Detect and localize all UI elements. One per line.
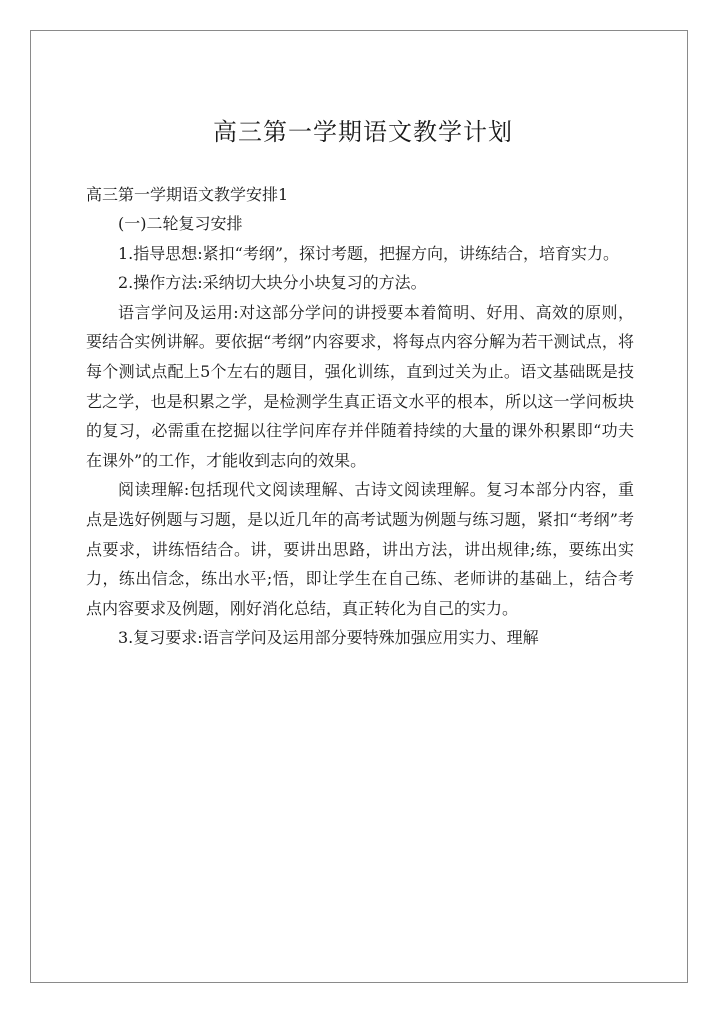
paragraph-reading-comprehension: 阅读理解:包括现代文阅读理解、古诗文阅读理解。复习本部分内容，重点是选好例题与习题，是以近几年的高考试题为例题与练习题，紧扣“考纲”考点要求，讲练悟结合。讲，要讲出思路，讲出方法，讲出规律;练，要练出实力，练出信念，练出水平;悟，即让学生在自己练、老师讲的基础上，结合考点内容要求及例题，刚好消化总结，真正转化为自己的实力。: [86, 480, 634, 618]
document-body: [86, 112, 634, 653]
paragraph-operation-method: 2.操作方法:采纳切大块分小块复习的方法。: [118, 273, 427, 293]
section-heading: 高三第一学期语文教学安排1: [86, 185, 289, 204]
paragraph-review-plan-heading: (一)二轮复习安排: [118, 214, 243, 233]
paragraph-review-requirements: 3.复习要求:语言学问及运用部分要特殊加强应用实力、理解: [118, 628, 539, 648]
paragraph-guiding-thought: 1.指导思想:紧扣“考纲”，探讨考题，把握方向，讲练结合，培育实力。: [118, 243, 620, 263]
document-title: 高三第一学期语文教学计划: [213, 118, 513, 146]
paragraph-language-knowledge: 语言学问及运用:对这部分学问的讲授要本着简明、好用、高效的原则，要结合实例讲解。要依据“考纲”内容要求，将每点内容分解为若干测试点，将每个测试点配上5个左右的题目，强化训练，直到过关为止。语文基础既是技艺之学，也是积累之学，是检测学生真正语文水平的根本，所以这一学问板块的复习，必需重在挖掘以往学问库存并伴随着持续的大量的课外积累即“功夫在课外”的工作，才能收到志向的效果。: [86, 302, 634, 470]
